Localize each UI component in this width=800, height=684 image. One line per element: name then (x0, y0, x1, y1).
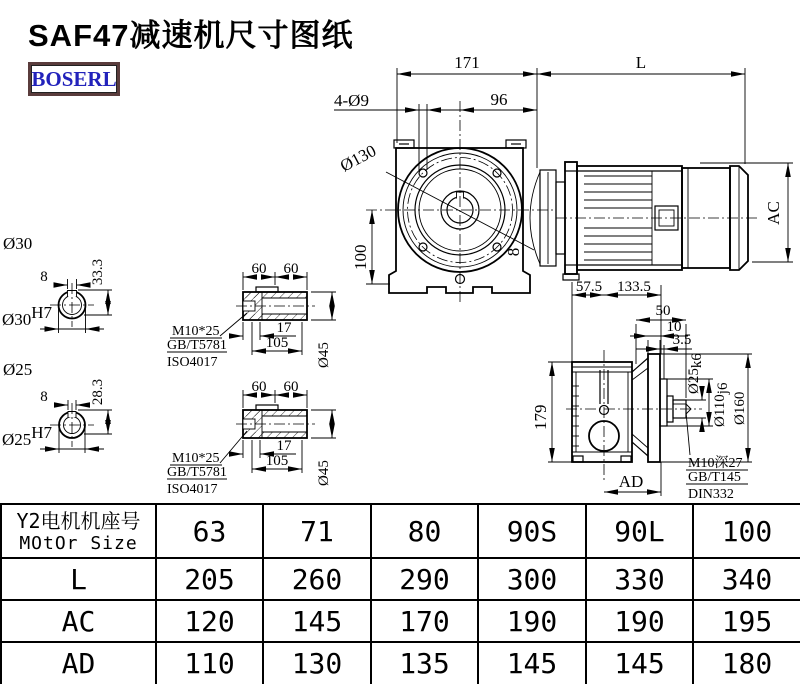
dim-17-lower: 17 (276, 438, 292, 454)
dim-100: 100 (351, 244, 370, 270)
cell-AD-90S: 145 (478, 642, 586, 684)
dim-60b: 60 (283, 261, 299, 277)
front-view-gear-unit (366, 101, 565, 302)
side-view-gear-unit (566, 350, 702, 480)
front-view-motor (556, 162, 760, 280)
dim-133-5: 133.5 (617, 279, 651, 295)
note-gbt5781-lower: GB/T5781 (167, 465, 227, 480)
dim-keyw-25: 8 (40, 389, 48, 405)
dim-flange-diameter: Ø130 (336, 141, 380, 176)
note-iso4017-lower: ISO4017 (167, 482, 218, 497)
cell-AD-80: 135 (371, 642, 478, 684)
page-title: SAF47减速机尺寸图纸 (28, 18, 354, 53)
dim-L: L (635, 53, 647, 72)
dim-keyw-30: 8 (40, 269, 48, 285)
dim-96: 96 (490, 90, 508, 109)
dim-spigot-diameter: Ø110j6 (712, 382, 731, 427)
table-row-AC (1, 600, 800, 642)
dim-AC: AC (764, 201, 783, 225)
note-iso4017-upper: ISO4017 (167, 355, 218, 370)
cell-AD-100: 180 (693, 642, 800, 684)
dim-flange-od: Ø160 (732, 391, 748, 425)
col-90L: 90L (586, 504, 693, 558)
row-label-L: L (1, 558, 156, 600)
label-bore-30-fit: Ø30H7 (2, 303, 53, 329)
dim-3-5: 3.5 (672, 332, 692, 348)
col-90S: 90S (478, 504, 586, 558)
dim-10: 10 (666, 319, 682, 335)
dim-50: 50 (655, 303, 671, 319)
dim-45: Ø45 (316, 342, 332, 368)
dim-60b-lower: 60 (283, 379, 299, 395)
cell-AD-71: 130 (263, 642, 371, 684)
col-71: 71 (263, 504, 371, 558)
dim-bolt-holes: 4-Ø9 (334, 91, 369, 110)
cell-AC-90L: 190 (586, 600, 693, 642)
cell-AD-63: 110 (156, 642, 263, 684)
note-gbt5781-upper: GB/T5781 (167, 338, 227, 353)
cell-L-71: 260 (263, 558, 371, 600)
dim-57-5: 57.5 (575, 279, 603, 295)
cell-AD-90L: 145 (586, 642, 693, 684)
shaft-detail-upper (167, 261, 336, 370)
label-bore-25: Ø25 (3, 360, 33, 379)
table-row-header (1, 504, 800, 558)
cell-L-100: 340 (693, 558, 800, 600)
bore-detail-25 (2, 360, 112, 453)
cell-AC-63: 120 (156, 600, 263, 642)
cell-AC-71: 145 (263, 600, 371, 642)
motor-size-table (0, 503, 800, 684)
row-label-AC: AC (1, 600, 156, 642)
dim-8: 8 (504, 247, 523, 257)
dim-45-lower: Ø45 (316, 460, 332, 486)
dim-105: 105 (265, 335, 289, 351)
col-100: 100 (693, 504, 800, 558)
label-bore-30: Ø30 (3, 234, 33, 253)
header-motor-size-en: MOtOr Size (19, 532, 138, 554)
cell-AC-80: 170 (371, 600, 478, 642)
bore-detail-30 (2, 234, 112, 333)
label-bore-25-fit: Ø25H7 (2, 423, 53, 449)
note-gbt145: GB/T145 (688, 470, 741, 485)
shaft-detail-lower (167, 379, 336, 497)
header-motor-size (1, 504, 156, 558)
note-bolt-lower: M10*25 (172, 451, 220, 466)
dim-AD: AD (618, 472, 644, 491)
side-view-dimensions (531, 303, 752, 502)
side-view-fins (572, 386, 579, 446)
table-row-AD (1, 642, 800, 684)
cell-L-80: 290 (371, 558, 478, 600)
boserl-logo-text: BOSERL (31, 66, 117, 91)
dim-keyh-30: 33.3 (90, 258, 106, 286)
dim-60a-lower: 60 (251, 379, 267, 395)
cell-AC-100: 195 (693, 600, 800, 642)
note-tap-hole: M10深27 (688, 456, 743, 471)
dim-17: 17 (276, 320, 292, 336)
note-din332: DIN332 (688, 487, 734, 502)
dim-171: 171 (454, 53, 480, 72)
col-63: 63 (156, 504, 263, 558)
table-row-L (1, 558, 800, 600)
cell-AC-90S: 190 (478, 600, 586, 642)
cell-L-90L: 330 (586, 558, 693, 600)
cell-L-90S: 300 (478, 558, 586, 600)
col-80: 80 (371, 504, 478, 558)
dim-shaft-diameter: Ø25k6 (686, 353, 705, 394)
dim-105-lower: 105 (265, 453, 289, 469)
header-motor-size-cn: Y2电机机座号 (16, 508, 141, 533)
dim-179: 179 (531, 404, 550, 430)
dim-60a: 60 (251, 261, 267, 277)
dim-keyh-25: 28.3 (90, 378, 106, 406)
note-bolt-upper: M10*25 (172, 324, 220, 339)
cell-L-63: 205 (156, 558, 263, 600)
row-label-AD: AD (1, 642, 156, 684)
